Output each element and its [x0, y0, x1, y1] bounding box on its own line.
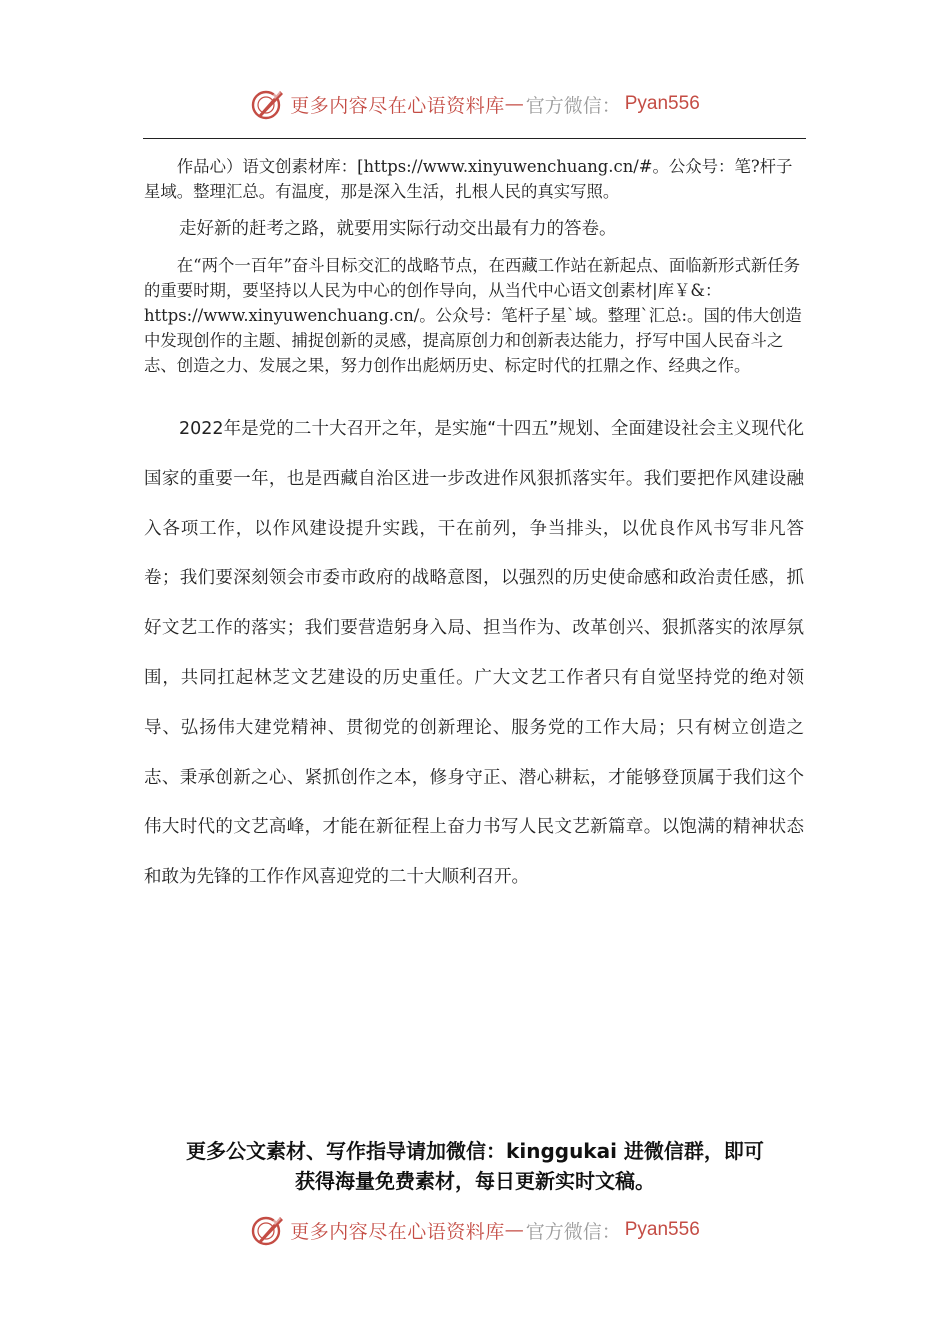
footer-banner — [0, 1208, 950, 1252]
header-divider — [143, 138, 806, 139]
wechat-id: Pyan556 — [624, 93, 700, 114]
site-name: 更多内容尽在心语资料库 — [290, 1220, 505, 1243]
promo-notice — [150, 1136, 800, 1196]
wechat-label: 官方微信： — [525, 94, 621, 117]
wechat-label: 官方微信： — [525, 1220, 621, 1243]
banner-separator: — — [504, 93, 524, 115]
paragraph-2: 走好新的赶考之路，就要用实际行动交出最有力的答卷。 — [179, 219, 617, 239]
promo-line-1: 更多公文素材、写作指导请加微信：kinggukai 进微信群，即可 — [186, 1139, 764, 1163]
header-banner — [0, 82, 950, 126]
paragraph-4: 2022年是党的二十大召开之年，是实施“十四五”规划、全面建设社会主义现代化国家的重要一年，也是西藏自治区进一步改进作风狠抓落实年。我们要把作风建设融入各项工作，以作风建设提升实践，干在前列，争当排头，以优良作风书写非凡答卷；我们要深刻领会市委市政府的战略意图，以强烈的历史使命感和政治责任感，抓好文艺工作的落实；我们要营造躬身入局、担当作为、改革创兴、狠抓落实的浓厚氛围，共同扛起林芝文艺建设的历史重任。广大文艺工作者只有自觉坚持党的绝对领导、弘扬伟大建党精神、贯彻党的创新理论、服务党的工作大局；只有树立创造之志、秉承创新之心、紧抓创作之本，修身守正、潜心耕耘，才能够登顶属于我们这个伟大时代的文艺高峰，才能在新征程上奋力书写人民文艺新篇章。以饱满的精神状态和敢为先锋的工作作风喜迎党的二十大顺利召开。 — [144, 419, 804, 888]
banner-separator: — — [504, 1219, 524, 1241]
quill-logo-icon — [250, 86, 286, 122]
site-name: 更多内容尽在心语资料库 — [290, 94, 505, 117]
paragraph-3: 在“两个一百年”奋斗目标交汇的战略节点，在西藏工作站在新起点、面临新形式新任务的重要时期，要坚持以人民为中心的创作导向，从当代中心语文创素材|库￥&：https://www.xinyuwenchuang.cn/。公众号：笔杆子星`域。整理`汇总:。国的伟大创造中发现创作的主题、捕捉创新的灵感，提高原创力和创新表达能力，抒写中国人民奋斗之志、创造之力、发展之果，努力创作出彪炳历史、标定时代的扛鼎之作、经典之作。 — [144, 256, 802, 375]
paragraph-1: 作品心）语文创素材库：[https://www.xinyuwenchuang.cn/#。公众号：笔?杆子星域。整理汇总。有温度，那是深入生活，扎根人民的真实写照。 — [144, 157, 793, 201]
quill-logo-icon — [250, 1212, 286, 1248]
promo-line-2: 获得海量免费素材，每日更新实时文稿。 — [295, 1169, 655, 1193]
wechat-id: Pyan556 — [624, 1219, 700, 1240]
